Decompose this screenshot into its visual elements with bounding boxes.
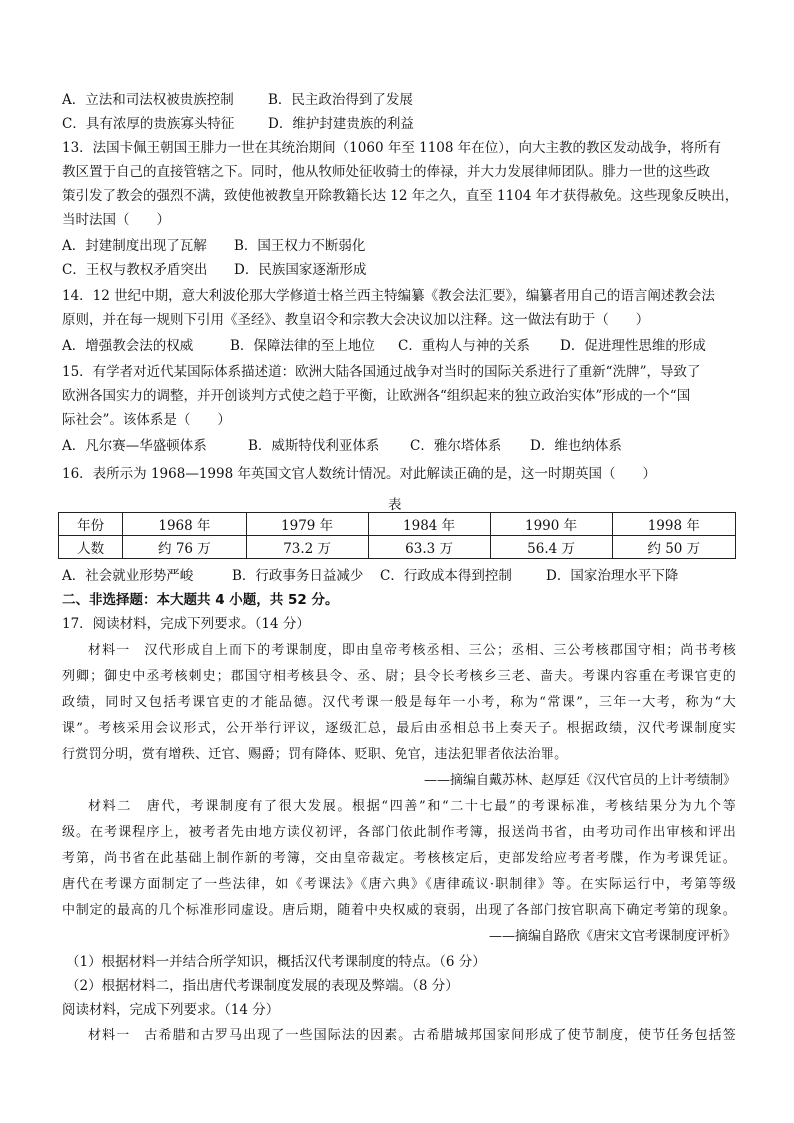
table-cell-count: 约 76 万 xyxy=(123,536,246,559)
q14-option-c: C．重构人与神的关系 xyxy=(398,338,530,354)
q16-option-b: B．行政事务日益减少 xyxy=(232,568,364,584)
q14-option-a: A．增强教会法的权威 xyxy=(62,338,194,354)
q15-option-c: C．雅尔塔体系 xyxy=(410,438,502,454)
q15-stem-line-2: 欧洲各国实力的调整，并开创谈判方式使之趋于平衡，让欧洲各“组织起来的独立政治实体”形成的一个“国 xyxy=(62,388,691,404)
table-cell-count: 约 50 万 xyxy=(612,536,735,559)
q17-material-one-line-3: 政绩，同时又包括考课官吏的才能品德。汉代考课一般是每年一小考，称为“常课”，三年一大考，称为“大 xyxy=(62,695,736,710)
q12-option-a: A．立法和司法权被贵族控制 xyxy=(62,92,234,108)
q13-stem-line-4: 当时法国（ ） xyxy=(62,212,170,228)
q15-option-a: A．凡尔赛—华盛顿体系 xyxy=(62,438,207,454)
table-cell-year: 1984 年 xyxy=(368,513,490,536)
table-cell-count: 73.2 万 xyxy=(246,536,368,559)
q17-material-two-line-2: 级。在考课程序上，被考者先由地方读仪初评，各部门依此制作考簿，报送尚书省，由考功司作出审核和评出 xyxy=(62,825,736,840)
q17-material-two-line-1: 材料二 唐代，考课制度有了很大发展。根据“四善”和“二十七最”的考课标准，考核结果分为九个等 xyxy=(88,799,736,814)
table-cell-count: 56.4 万 xyxy=(490,536,612,559)
table-cell-year: 1998 年 xyxy=(612,513,735,536)
q13-option-a: A．封建制度出现了瓦解 xyxy=(62,238,207,254)
q17-intro: 17．阅读材料，完成下列要求。（14 分） xyxy=(62,616,310,632)
q15-option-d: D．维也纳体系 xyxy=(530,438,622,454)
table-row-header: 年份 xyxy=(59,513,123,536)
q16-option-d: D．国家治理水平下降 xyxy=(546,568,679,584)
q13-stem-line-3: 策引发了教会的强烈不满，致使他被教皇开除教籍长达 12 年之久，直至 1104 年才获得赦免。这些现象反映出， xyxy=(62,188,739,204)
q12-option-b: B．民主政治得到了发展 xyxy=(268,92,413,108)
table-cell-year: 1990 年 xyxy=(490,513,612,536)
q12-option-d: D．维护封建贵族的利益 xyxy=(268,116,414,132)
q17-material-one-line-2: 列卿；御史中丞考核刺史；郡国守相考核县令、丞、尉；县令长考核乡三老、啬夫。考课内容重在考课官吏的 xyxy=(62,669,736,684)
q13-option-c: C．王权与教权矛盾突出 xyxy=(62,262,208,278)
table-row-header: 人数 xyxy=(59,536,123,559)
q13-option-b: B．国王权力不断弱化 xyxy=(234,238,366,254)
section-two-heading: 二、非选择题：本大题共 4 小题，共 52 分。 xyxy=(62,592,339,608)
q17-material-two-line-4: 唐代在考课方面制定了一些法律，如《考课法》《唐六典》《唐律疏议·职制律》等。在实际运行中，考第等级 xyxy=(62,877,736,892)
q17-material-one-line-4: 课”。考核采用会议形式，公开举行评议，逐级汇总，最后由丞相总书上奏天子。根据政绩，汉代考课制度实 xyxy=(62,721,736,736)
q14-option-b: B．保障法律的至上地位 xyxy=(230,338,375,354)
q17-source-one: ——摘编自戴苏林、赵厚廷《汉代官员的上计考绩制》 xyxy=(423,773,736,788)
q13-stem-line-1: 13．法国卡佩王朝国王腓力一世在其统治期间（1060 年至 1108 年在位），向大主教的教区发动战争，将所有 xyxy=(62,140,722,156)
q14-stem-line-2: 原则，并在每一规则下引用《圣经》、教皇诏令和宗教大会决议加以注释。这一做法有助于（ ） xyxy=(62,312,650,328)
q17-material-one-line-5: 行赏罚分明，赏有增秩、迁官、赐爵；罚有降体、贬职、免官，违法犯罪者依法治罪。 xyxy=(62,747,568,762)
q12-option-c: C．具有浓厚的贵族寡头特征 xyxy=(62,116,235,132)
table-row-years xyxy=(59,513,736,536)
q17-material-two-line-3: 考第，尚书省在此基础上制作新的考簿，交由皇帝裁定。考核核定后，吏部发给应考者考牒，作为考课凭证。 xyxy=(62,851,736,866)
table-caption: 表 xyxy=(388,497,402,513)
q16-option-a: A．社会就业形势严峻 xyxy=(62,568,194,584)
q15-stem-line-1: 15．有学者对近代某国际体系描述道：欧洲大陆各国通过战争对当时的国际关系进行了重新“洗牌”，导致了 xyxy=(62,364,701,380)
q17-material-one-line-1: 材料一 汉代形成自上而下的考课制度，即由皇帝考核丞相、三公；丞相、三公考核郡国守相；尚书考核 xyxy=(88,643,736,658)
q13-option-d: D．民族国家逐渐形成 xyxy=(234,262,367,278)
q13-stem-line-2: 教区置于自己的直接管辖之下。同时，他从牧师处征收骑士的俸禄，并大力发展律师团队。腓力一世的这些政 xyxy=(62,164,710,180)
q14-option-d: D．促进理性思维的形成 xyxy=(560,338,706,354)
q17-material-two-line-5: 中制定的最高的几个标准形同虚设。唐后期，随着中央权威的衰弱，出现了各部门按官职高下确定考第的现象。 xyxy=(62,903,736,918)
q18-intro: 阅读材料，完成下列要求。（14 分） xyxy=(62,1002,280,1018)
q17-task-two: （2）根据材料二，指出唐代考课制度发展的表现及弊端。（8 分） xyxy=(66,978,459,994)
table-cell-year: 1968 年 xyxy=(123,513,246,536)
q14-stem-line-1: 14．12 世纪中期，意大利波伦那大学修道士格兰西主特编纂《教会法汇要》，编纂者用自己的语言阐述教会法 xyxy=(62,288,715,304)
q15-option-b: B．威斯特伐利亚体系 xyxy=(248,438,380,454)
q16-option-c: C．行政成本得到控制 xyxy=(380,568,512,584)
table-row-counts xyxy=(59,536,736,559)
civil-servant-table xyxy=(58,512,736,559)
q17-task-one: （1）根据材料一并结合所学知识，概括汉代考课制度的特点。（6 分） xyxy=(66,954,486,970)
q18-material-one-line-1: 材料一 古希腊和古罗马出现了一些国际法的因素。古希腊城邦国家间形成了使节制度，使节任务包括签 xyxy=(88,1028,736,1043)
table-cell-year: 1979 年 xyxy=(246,513,368,536)
q15-stem-line-3: 际社会”。该体系是（ ） xyxy=(62,412,231,428)
table-cell-count: 63.3 万 xyxy=(368,536,490,559)
q17-source-two: ——摘编自路欣《唐宋文官考课制度评析》 xyxy=(488,929,736,944)
q16-stem: 16．表所示为 1968—1998 年英国文官人数统计情况。对此解读正确的是，这一时期英国（ ） xyxy=(62,466,656,482)
